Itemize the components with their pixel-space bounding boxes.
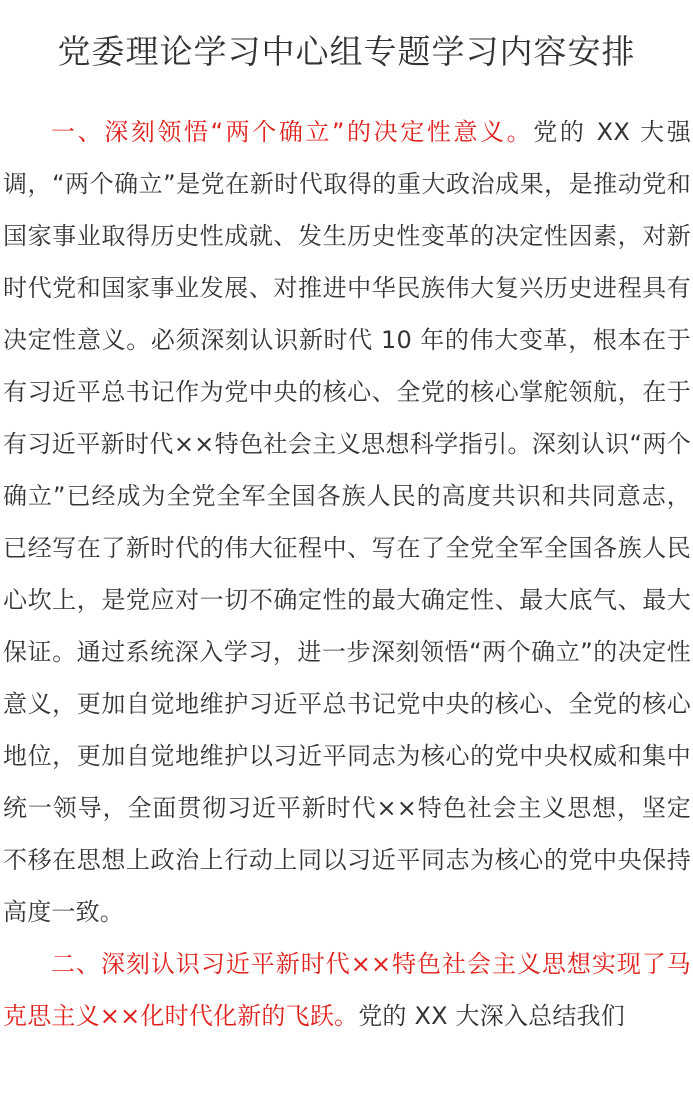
document-body [3, 106, 691, 1042]
section-2-heading: 二、深刻认识习近平新时代××特色社会主义思想实现了马克思主义××化时代化新的飞跃。 [3, 950, 691, 1030]
section-2-paragraph [3, 938, 691, 1042]
section-2-body: 党的 XX 大深入总结我们 [358, 1002, 625, 1030]
document-title: 党委理论学习中心组专题学习内容安排 [57, 32, 636, 71]
section-1-heading: 一、深刻领悟“两个确立”的决定性意义。 [51, 118, 534, 146]
section-1-body: 党的 XX 大强调，“两个确立”是党在新时代取得的重大政治成果，是推动党和国家事业取得历史性成就、发生历史性变革的决定性因素，对新时代党和国家事业发展、对推进中华民族伟大复兴历史进程具有决定性意义。必须深刻认识新时代 10 年的伟大变革，根本在于有习近平总书记作为党中央的核心、全党的核心掌舵领航，在于有习近平新时代××特色社会主义思想科学指引。深刻认识“两个确立”已经成为全党全军全国各族人民的高度共识和共同意志，已经写在了新时代的伟大征程中、写在了全党全军全国各族人民心坎上，是党应对一切不确定性的最大确定性、最大底气、最大保证。通过系统深入学习，进一步深刻领悟“两个确立”的决定性意义，更加自觉地维护习近平总书记党中央的核心、全党的核心地位，更加自觉地维护以习近平同志为核心的党中央权威和集中统一领导，全面贯彻习近平新时代××特色社会主义思想，坚定不移在思想上政治上行动上同以习近平同志为核心的党中央保持高度一致。 [3, 118, 691, 926]
section-1-paragraph [3, 106, 691, 938]
